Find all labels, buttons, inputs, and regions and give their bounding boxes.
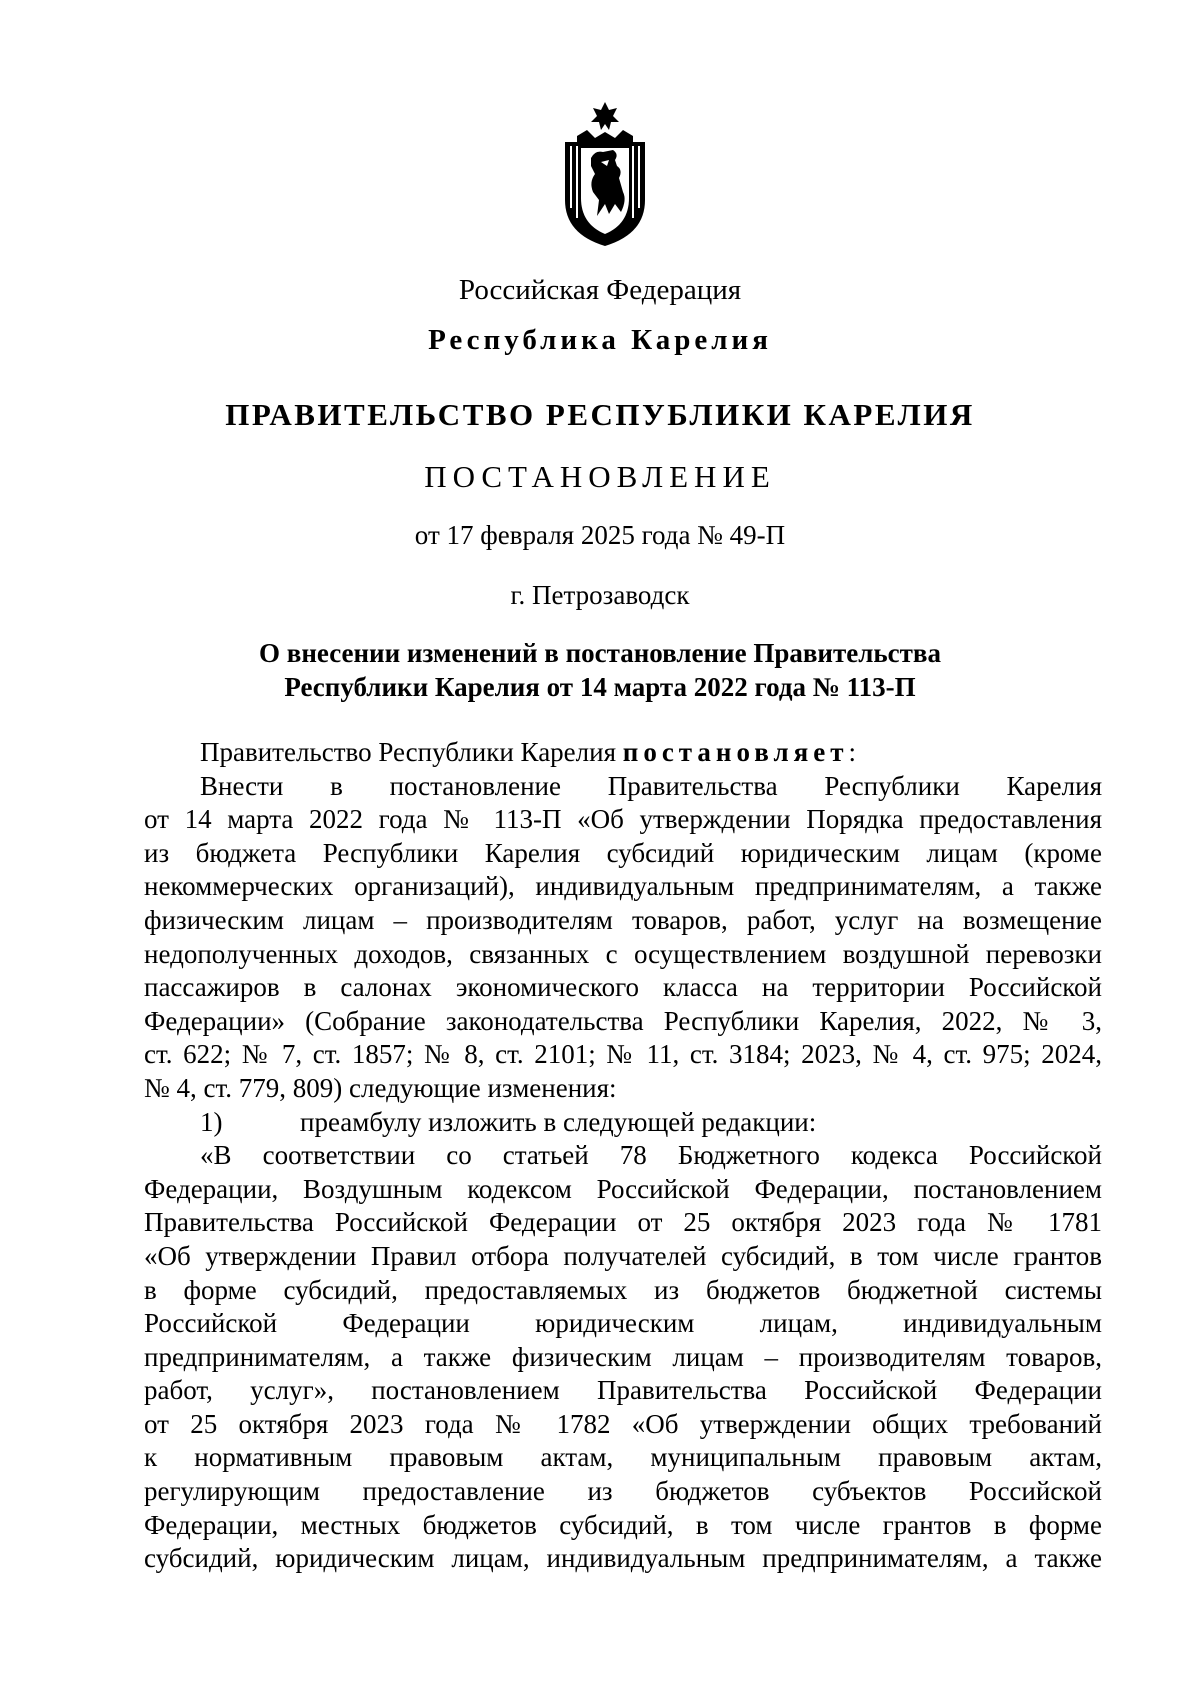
decree-text: Правительство Республики Карелия <box>200 737 623 767</box>
body-line: Федерации, Воздушным кодексом Российской Федерации, постановлением <box>144 1173 1102 1204</box>
document-body <box>144 736 1102 1576</box>
document-type: ПОСТАНОВЛЕНИЕ <box>424 459 776 494</box>
list-item-number: 1) <box>200 1106 223 1137</box>
body-line: предпринимателям, а также физическим лицам – производителям товаров, <box>144 1341 1102 1372</box>
government-name: ПРАВИТЕЛЬСТВО РЕСПУБЛИКИ КАРЕЛИЯ <box>225 397 975 432</box>
body-line: недополученных доходов, связанных с осуществлением воздушной перевозки <box>144 938 1102 969</box>
body-line: от 14 марта 2022 года № 113-П «Об утверждении Порядка предоставления <box>144 804 1102 835</box>
list-item <box>144 1106 1102 1140</box>
body-line: Российской Федерации юридическим лицам, индивидуальным <box>144 1308 1102 1339</box>
decree-keyword: постановляет <box>622 737 849 767</box>
body-line: в форме субсидий, предоставляемых из бюджетов бюджетной системы <box>144 1274 1102 1305</box>
document-title <box>0 636 1200 704</box>
document-city: г. Петрозаводск <box>510 580 690 610</box>
body-line: Внести в постановление Правительства Республики Карелия <box>200 770 1102 801</box>
body-line: «Об утверждении Правил отбора получателей субсидий, в том числе грантов <box>144 1240 1102 1271</box>
body-line: физическим лицам – производителям товаров, работ, услуг на возмещение <box>144 904 1102 935</box>
list-item-text: преамбулу изложить в следующей редакции: <box>300 1106 817 1137</box>
body-line: к нормативным правовым актам, муниципальным правовым актам, <box>144 1442 1102 1473</box>
document-date-number: от 17 февраля 2025 года № 49-П <box>414 520 786 550</box>
body-line: Федерации, местных бюджетов субсидий, в том числе грантов в форме <box>144 1509 1102 1540</box>
body-line: пассажиров в салонах экономического класса на территории Российской <box>144 972 1102 1003</box>
country-name: Российская Федерация <box>458 274 742 306</box>
body-line: Правительства Российской Федерации от 25 октября 2023 года № 1781 <box>144 1207 1102 1238</box>
decree-colon: : <box>848 737 857 767</box>
body-line: от 25 октября 2023 года № 1782 «Об утверждении общих требований <box>144 1408 1102 1439</box>
karelia-coat-of-arms-icon <box>557 100 653 248</box>
body-line: № 4, ст. 779, 809) следующие изменения: <box>144 1072 617 1103</box>
body-line: регулирующим предоставление из бюджетов субъектов Российской <box>144 1476 1102 1507</box>
republic-name: Республика Карелия <box>428 324 772 356</box>
body-line: работ, услуг», постановлением Правительства Российской Федерации <box>144 1375 1102 1406</box>
body-line: Федерации» (Собрание законодательства Республики Карелия, 2022, № 3, <box>144 1005 1102 1036</box>
body-line: субсидий, юридическим лицам, индивидуальным предпринимателям, а также <box>144 1543 1102 1574</box>
body-line: из бюджета Республики Карелия субсидий юридическим лицам (кроме <box>144 837 1102 868</box>
title-line: О внесении изменений в постановление Правительства <box>259 638 941 668</box>
body-line: ст. 622; № 7, ст. 1857; № 8, ст. 2101; № 11, ст. 3184; 2023, № 4, ст. 975; 2024, <box>144 1039 1102 1070</box>
body-line: «В соответствии со статьей 78 Бюджетного кодекса Российской <box>200 1140 1102 1171</box>
title-line: Республики Карелия от 14 марта 2022 года № 113-П <box>284 672 916 702</box>
decree-paragraph <box>144 736 1102 770</box>
body-line: некоммерческих организаций), индивидуальным предпринимателям, а также <box>144 871 1102 902</box>
